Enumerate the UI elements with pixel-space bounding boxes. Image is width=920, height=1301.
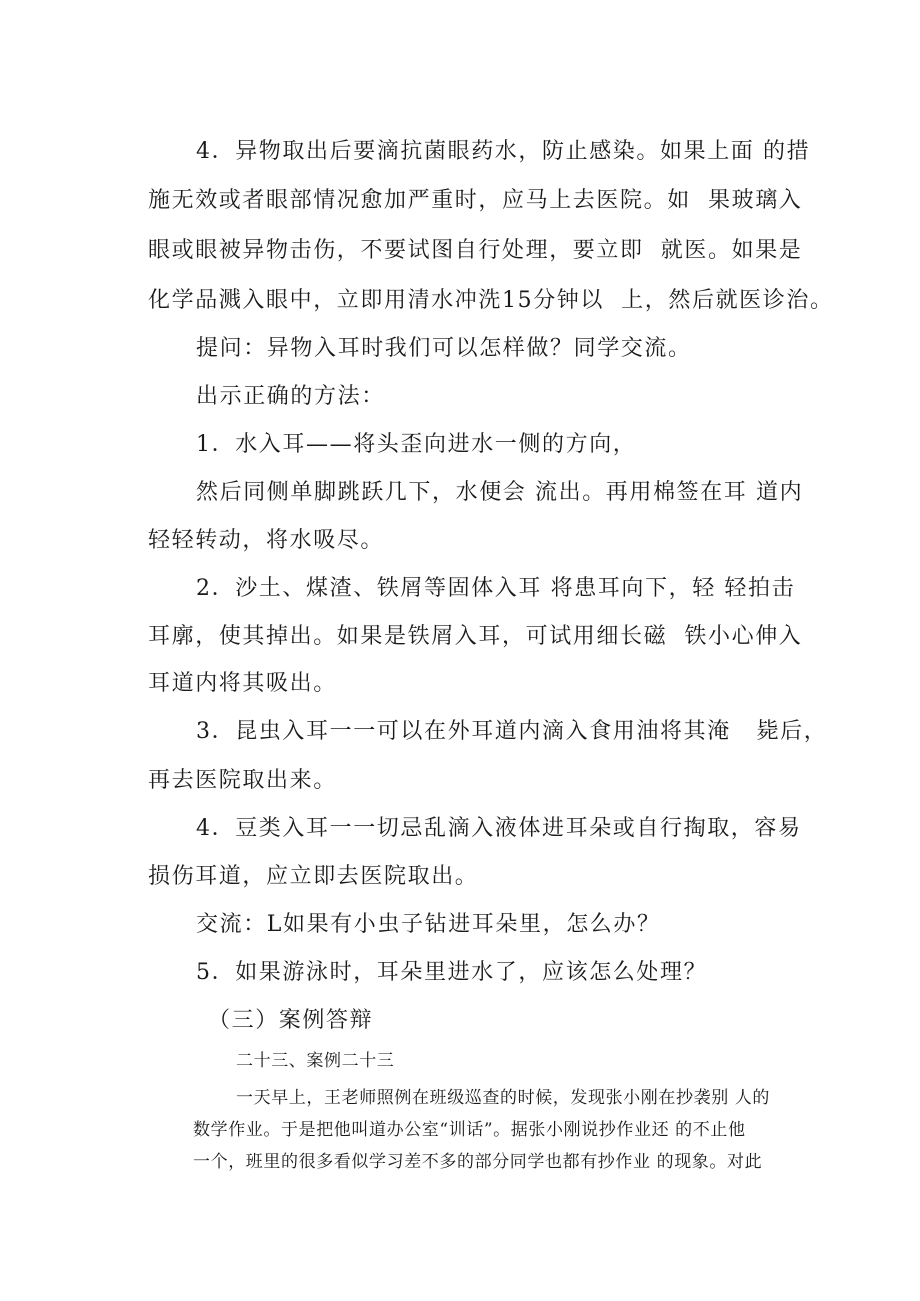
section-heading: （三）案例答辩 — [208, 1008, 374, 1033]
paragraph-line: 再去医院取出来。 — [148, 768, 337, 793]
paragraph-line: 然后同侧单脚跳跃几下，水便会 流出。再用棉签在耳 道内 — [196, 480, 804, 505]
paragraph-line: 1．水入耳——将头歪向进水一侧的方向， — [196, 432, 637, 457]
paragraph-line: 施无效或者眼部情况愈加严重时，应马上去医院。如 果玻璃入 — [148, 188, 803, 213]
case-line: 一天早上，王老师照例在班级巡查的时候，发现张小刚在抄袭别 人的 — [236, 1088, 771, 1108]
paragraph-line: 耳廓，使其掉出。如果是铁屑入耳，可试用细长磁 铁小心伸入 — [148, 624, 803, 649]
paragraph-line: 4．豆类入耳一一切忌乱滴入液体进耳朵或自行掏取，容易 — [196, 816, 802, 841]
case-line: 数学作业。于是把他叫道办公室“训话”。据张小刚说抄作业还 的不止他 — [193, 1120, 746, 1140]
paragraph-line: 提问：异物入耳时我们可以怎样做？同学交流。 — [196, 336, 692, 361]
case-line: 一个，班里的很多看似学习差不多的部分同学也都有抄作业 的现象。对此 — [193, 1152, 763, 1172]
paragraph-line: 5．如果游泳时，耳朵里进水了，应该怎么处理？ — [196, 960, 708, 985]
paragraph-line: 损伤耳道，应立即去医院取出。 — [148, 864, 479, 889]
paragraph-line: 2．沙土、煤渣、铁屑等固体入耳 将患耳向下，轻 轻拍击 — [196, 576, 796, 601]
paragraph-line: 出示正确的方法： — [196, 384, 385, 409]
paragraph-line: 化学品溅入眼中，立即用清水冲洗15分钟以 上，然后就医诊治。 — [148, 288, 834, 313]
paragraph-line: 3．昆虫入耳一一可以在外耳道内滴入食用油将其淹 毙后， — [196, 719, 828, 744]
paragraph-line: 4．异物取出后要滴抗菌眼药水，防止感染。如果上面 的措 — [196, 139, 811, 164]
paragraph-line: 耳道内将其吸出。 — [148, 671, 337, 696]
paragraph-line: 眼或眼被异物击伤，不要试图自行处理，要立即 就医。如果是 — [148, 238, 803, 263]
case-title: 二十三、案例二十三 — [236, 1051, 395, 1071]
paragraph-line: 交流：L如果有小虫子钻进耳朵里，怎么办？ — [196, 912, 661, 937]
paragraph-line: 轻轻转动，将水吸尽。 — [148, 528, 385, 553]
